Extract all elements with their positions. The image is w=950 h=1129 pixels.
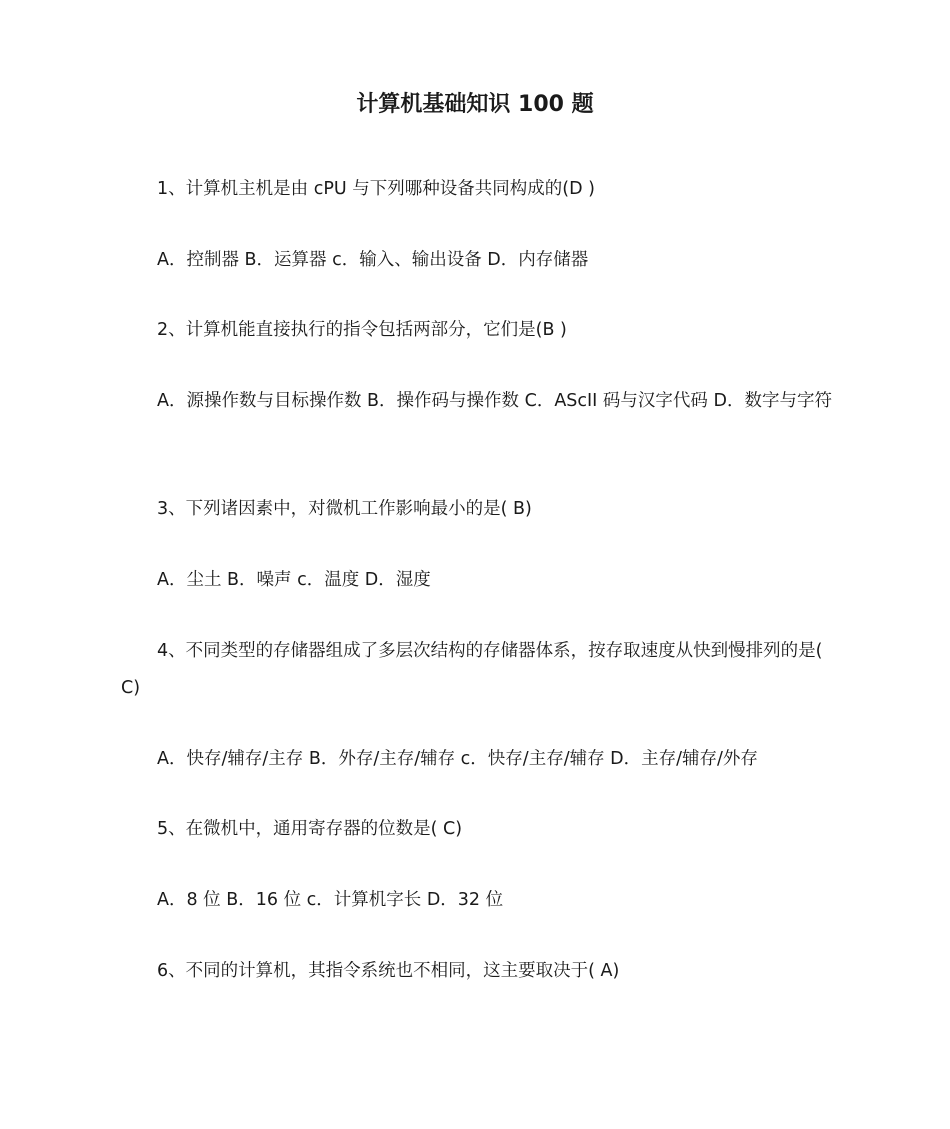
question-2: 2、计算机能直接执行的指令包括两部分，它们是(B ) <box>157 320 567 340</box>
question-6: 6、不同的计算机，其指令系统也不相同，这主要取决于( A) <box>157 961 620 981</box>
page-title: 计算机基础知识 100 题 <box>356 92 594 117</box>
question-4-options: A．快存/辅存/主存 B．外存/主存/辅存 c．快存/主存/辅存 D．主存/辅存/外存 <box>157 749 758 769</box>
question-5: 5、在微机中，通用寄存器的位数是( C) <box>157 819 463 839</box>
question-5-options: A．8 位 B．16 位 c．计算机字长 D．32 位 <box>157 890 504 910</box>
question-3: 3、下列诸因素中，对微机工作影响最小的是( B) <box>157 499 532 519</box>
question-2-options: A．源操作数与目标操作数 B．操作码与操作数 C．AScII 码与汉字代码 D．数字与字符 <box>157 391 832 411</box>
question-3-options: A．尘土 B．噪声 c．温度 D．湿度 <box>157 570 431 590</box>
question-1: 1、计算机主机是由 cPU 与下列哪种设备共同构成的(D ) <box>157 179 595 199</box>
question-4: 4、不同类型的存储器组成了多层次结构的存储器体系，按存取速度从快到慢排列的是( C) <box>121 641 823 698</box>
question-1-options: A．控制器 B．运算器 c．输入、输出设备 D．内存储器 <box>157 250 589 270</box>
